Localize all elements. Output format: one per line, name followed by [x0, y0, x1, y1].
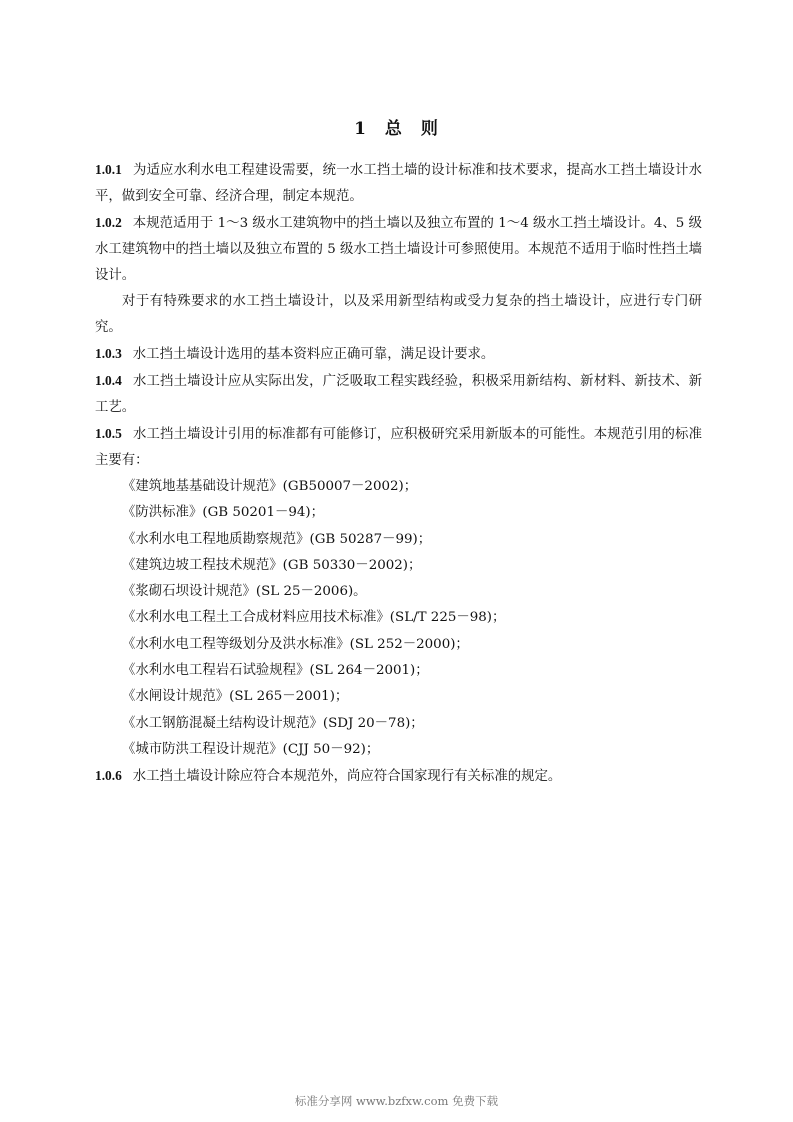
clause-number: 1.0.5	[95, 426, 122, 441]
clause-1-0-2-paragraph-2: 对于有特殊要求的水工挡土墙设计，以及采用新型结构或受力复杂的挡土墙设计，应进行专门研究。	[95, 294, 702, 335]
clause-number: 1.0.2	[95, 215, 122, 230]
clause-1-0-6	[95, 763, 702, 790]
clause-1-0-4	[95, 368, 702, 421]
list-item: 《水利水电工程岩石试验规程》(SL 264－2001)；	[122, 663, 429, 679]
chapter-body	[95, 157, 702, 790]
clause-1-0-2	[95, 210, 702, 289]
list-item: 《城市防洪工程设计规范》(CJJ 50－92)；	[122, 741, 380, 757]
list-item: 《建筑边坡工程技术规范》(GB 50330－2002)；	[122, 557, 422, 573]
clause-number: 1.0.1	[95, 162, 122, 177]
list-item: 《水利水电工程等级划分及洪水标准》(SL 252－2000)；	[122, 636, 469, 652]
list-item: 《水利水电工程地质勘察规范》(GB 50287－99)；	[122, 531, 432, 547]
chapter-number: 1	[354, 119, 367, 139]
chapter-title-char: 则	[420, 119, 439, 139]
clause-text: 为适应水利水电工程建设需要，统一水工挡土墙的设计标准和技术要求，提高水工挡土墙设计水平，做到安全可靠、经济合理，制定本规范。	[95, 163, 702, 204]
clause-1-0-3	[95, 341, 702, 368]
clause-text: 水工挡土墙设计选用的基本资料应正确可靠，满足设计要求。	[132, 347, 495, 362]
list-item: 《防洪标准》(GB 50201－94)；	[122, 505, 325, 521]
clause-number: 1.0.4	[95, 373, 122, 388]
clause-text: 水工挡土墙设计除应符合本规范外，尚应符合国家现行有关标准的规定。	[132, 769, 562, 785]
clause-text: 本规范适用于 1～3 级水工建筑物中的挡土墙以及独立布置的 1～4 级水工挡土墙设计。4、5 级水工建筑物中的挡土墙以及独立布置的 5 级水工挡土墙设计可参照使用。本规范不适用于临时性挡土墙设计。	[95, 216, 702, 283]
clause-text: 水工挡土墙设计应从实际出发，广泛吸取工程实践经验，积极采用新结构、新材料、新技术、新工艺。	[95, 374, 702, 415]
chapter-title-char: 总	[384, 119, 403, 139]
clause-number: 1.0.6	[95, 768, 122, 784]
clause-1-0-5	[95, 421, 702, 474]
list-item: 《建筑地基基础设计规范》(GB50007－2002)；	[122, 479, 418, 494]
list-item: 《水工钢筋混凝土结构设计规范》(SDJ 20－78)；	[122, 715, 424, 731]
list-item: 《浆砌石坝设计规范》(SL 25－2006)。	[122, 584, 367, 600]
chapter-title	[0, 114, 793, 139]
referenced-standards-list	[95, 474, 702, 763]
clause-text: 水工挡土墙设计引用的标准都有可能修订，应积极研究采用新版本的可能性。本规范引用的标准主要有：	[95, 427, 702, 468]
page-footer: 标准分享网 www.bzfxw.com 免费下载	[294, 1094, 499, 1108]
clause-1-0-1	[95, 157, 702, 210]
list-item: 《水闸设计规范》(SL 265－2001)；	[122, 689, 349, 705]
list-item: 《水利水电工程土工合成材料应用技术标准》(SL/T 225－98)；	[122, 610, 506, 626]
clause-number: 1.0.3	[95, 346, 122, 361]
